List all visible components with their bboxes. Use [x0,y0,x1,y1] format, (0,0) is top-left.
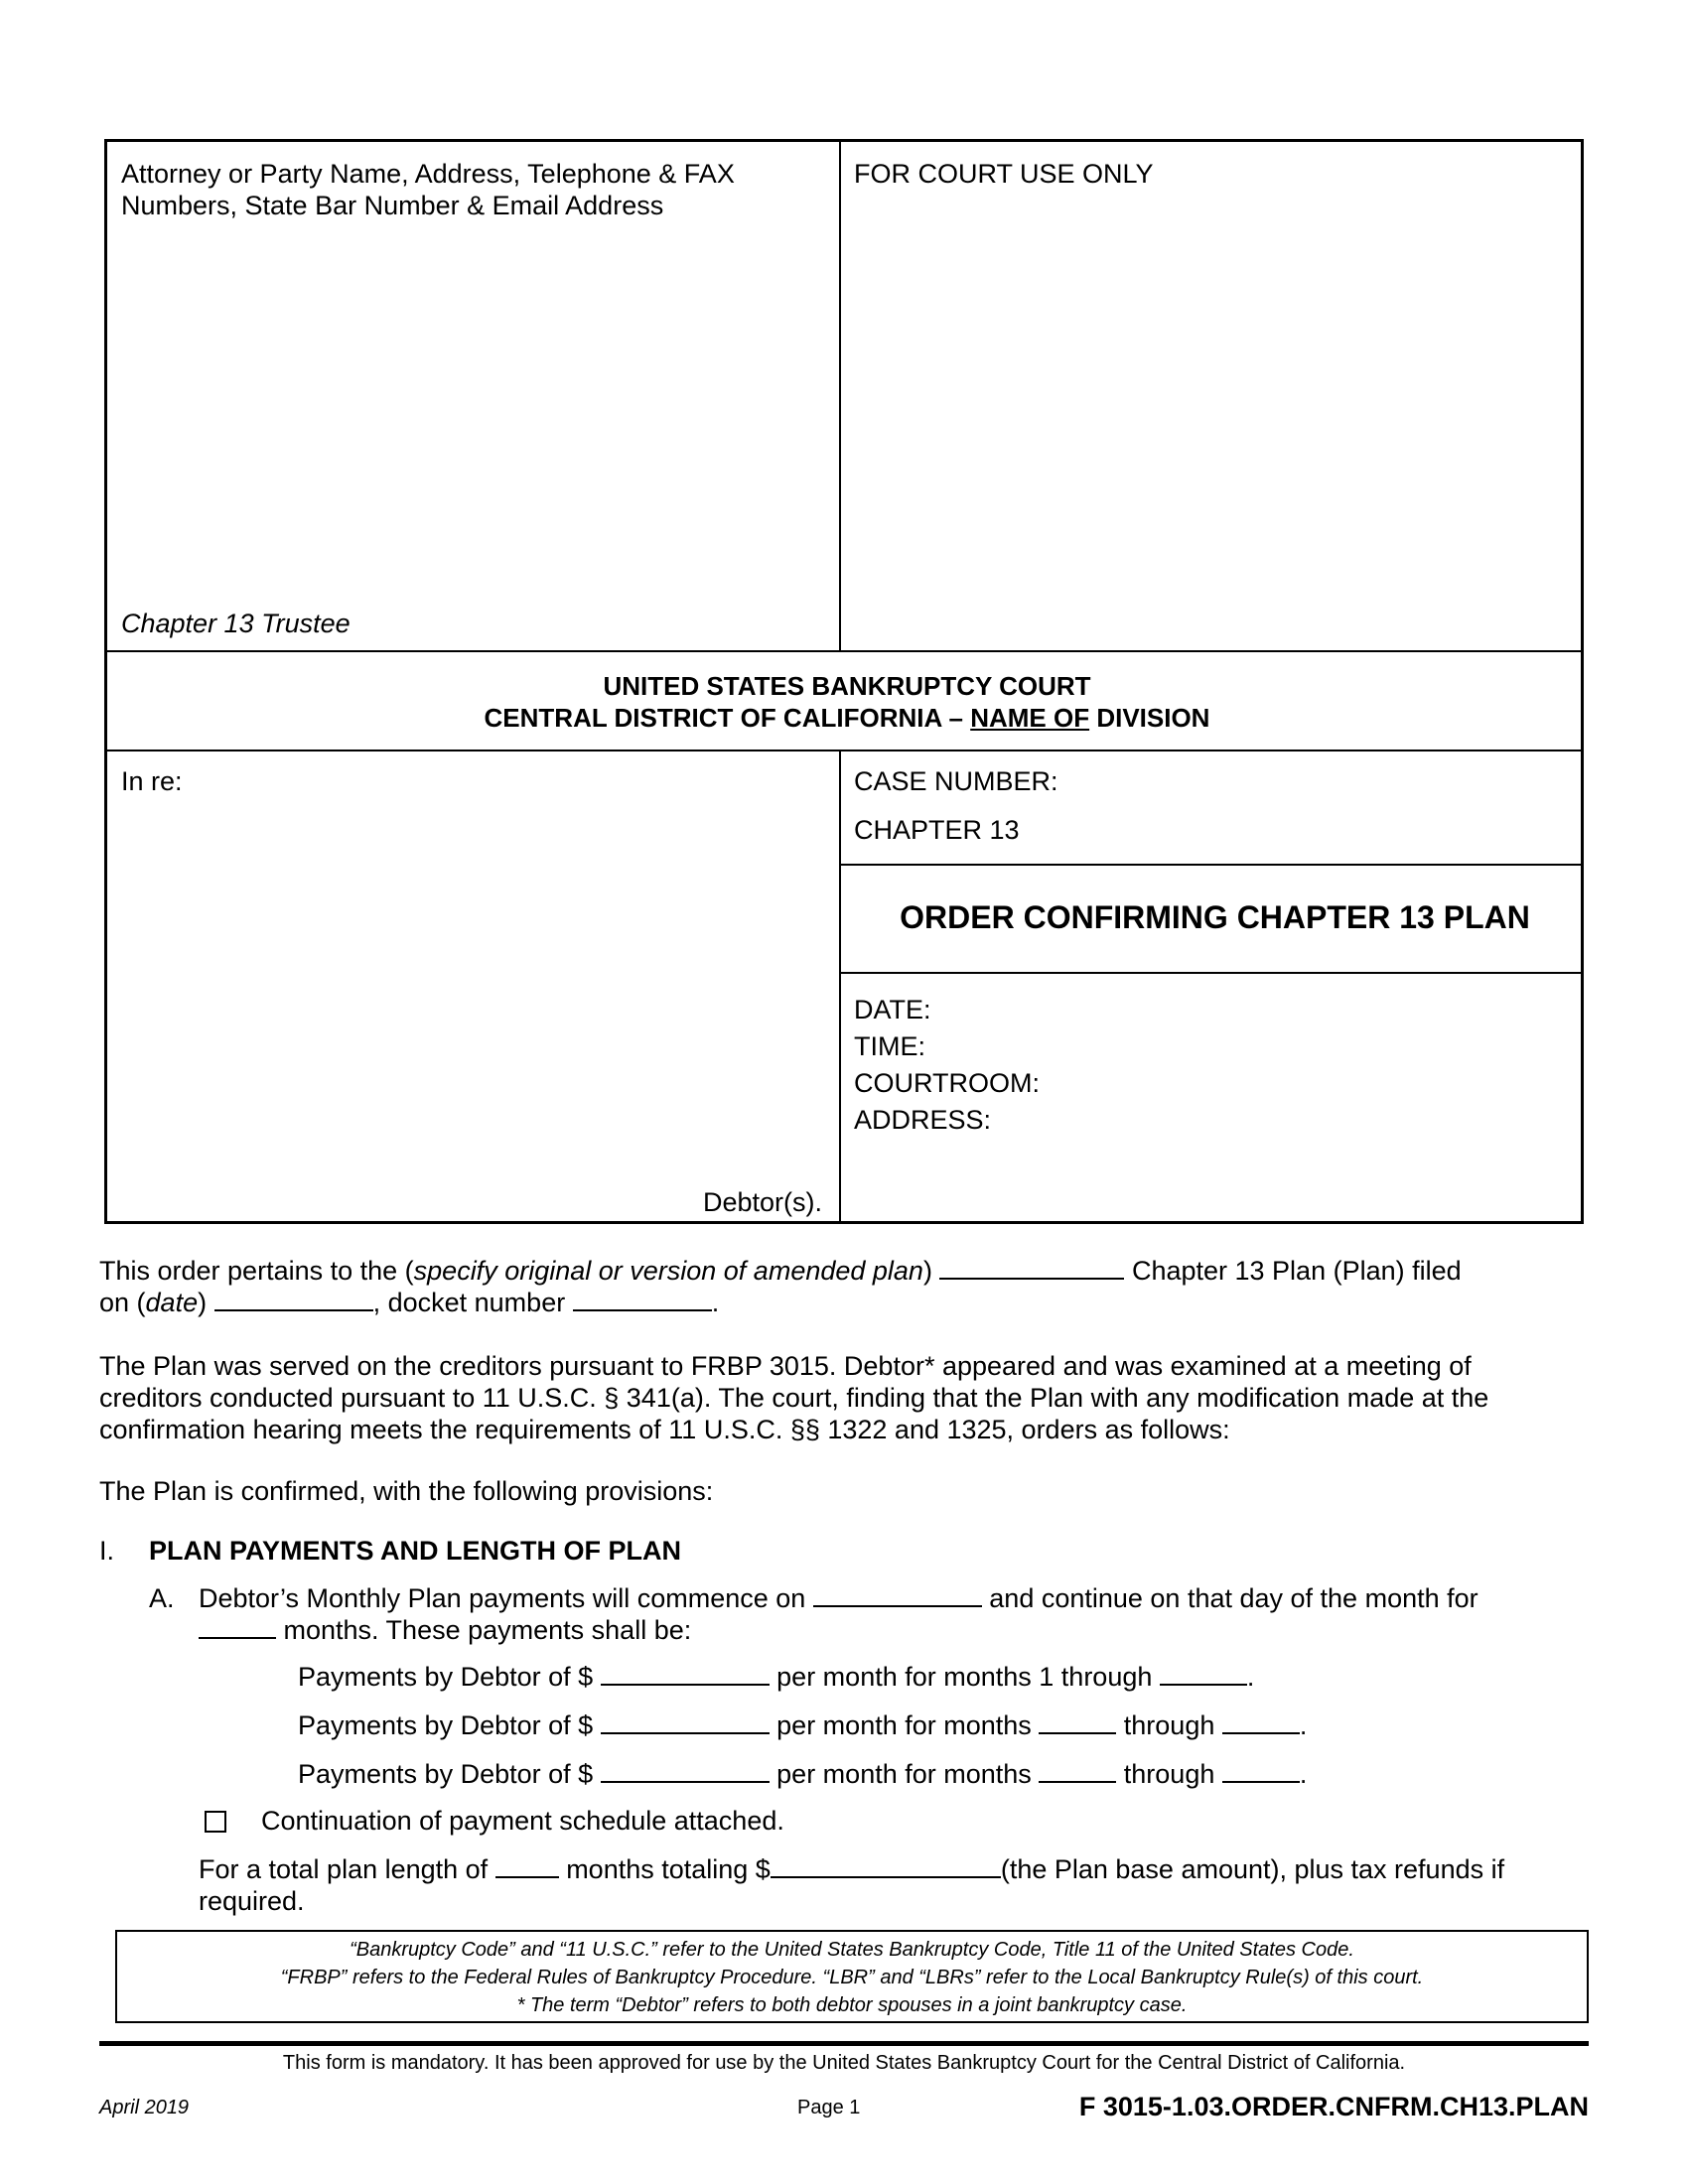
form-date: April 2019 [99,2097,190,2118]
hearing-date-label: DATE: [854,995,931,1024]
definitions-box [115,1930,1589,2023]
payment-amount-field[interactable] [601,1662,770,1686]
months-from-field[interactable] [1039,1710,1116,1734]
months-count-field[interactable] [199,1615,276,1639]
order-title: ORDER CONFIRMING CHAPTER 13 PLAN [900,899,1530,935]
plan-total: For a total plan length of months totaling $ (the Plan base amount), plus tax refunds if required. [199,1854,1505,1916]
payment-amount-field[interactable] [601,1759,770,1783]
divider [841,972,1581,974]
months-through-field[interactable] [1160,1662,1247,1686]
section-number: I. [99,1536,115,1566]
payment-row-2: Payments by Debtor of $ per month for months through . [298,1710,1308,1740]
item-a-label: A. [149,1583,175,1613]
continuation-label: Continuation of payment schedule attached. [261,1806,784,1836]
continuation-checkbox[interactable] [205,1811,226,1833]
hearing-courtroom-label: COURTROOM: [854,1068,1040,1098]
page-number: Page 1 [797,2097,861,2118]
court-name: UNITED STATES BANKRUPTCY COURT [603,671,1091,701]
divider [841,864,1581,866]
divider [107,650,1581,652]
months-from-field[interactable] [1039,1759,1116,1783]
plan-date-field[interactable] [214,1288,373,1311]
docket-number-field[interactable] [573,1288,712,1311]
footnote-line: “FRBP” refers to the Federal Rules of Bankruptcy Procedure. “LBR” and “LBRs” refer to the Local Bankruptcy Rule(s) of this court. [280,1967,1424,1988]
item-a-text: Debtor’s Monthly Plan payments will commence on and continue on that day of the month for months. These payments shall be: [199,1583,1478,1645]
footnote-line: “Bankruptcy Code” and “11 U.S.C.” refer to the United States Bankruptcy Code, Title 11 of the United States Code. [350,1939,1354,1961]
divider [839,142,841,650]
in-re-label: In re: [121,766,183,796]
payment-amount-field[interactable] [601,1710,770,1734]
commence-date-field[interactable] [813,1583,982,1607]
form-id: F 3015-1.03.ORDER.CNFRM.CH13.PLAN [1078,2092,1589,2121]
debtor-label: Debtor(s). [703,1187,823,1217]
caption-table [104,139,1584,1224]
payment-row-1: Payments by Debtor of $ per month for months 1 through . [298,1662,1255,1692]
footer-rule [99,2041,1589,2046]
months-through-field[interactable] [1222,1759,1300,1783]
plan-base-amount-field[interactable] [771,1854,1001,1878]
section-title: PLAN PAYMENTS AND LENGTH OF PLAN [149,1536,682,1566]
divider [107,750,1581,751]
court-district: CENTRAL DISTRICT OF CALIFORNIA – NAME OF DIVISION [484,703,1210,733]
plan-length-field[interactable] [495,1854,559,1878]
attorney-label: Attorney or Party Name, Address, Telephone & FAX Numbers, State Bar Number & Email Address [121,159,735,220]
confirmed-statement: The Plan is confirmed, with the following provisions: [99,1476,714,1506]
hearing-time-label: TIME: [854,1031,925,1061]
chapter-label: CHAPTER 13 [854,815,1020,845]
case-number-label: CASE NUMBER: [854,766,1058,796]
months-through-field[interactable] [1222,1710,1300,1734]
plan-version-field[interactable] [939,1256,1124,1280]
court-use-label: FOR COURT USE ONLY [854,159,1154,189]
payment-row-3: Payments by Debtor of $ per month for months through . [298,1759,1308,1789]
divider [839,750,841,1221]
footnote-line: * The term “Debtor” refers to both debtor spouses in a joint bankruptcy case. [516,1994,1188,2016]
plan-reference-paragraph: This order pertains to the (specify original or version of amended plan) Chapter 13 Plan (Plan) filed on (date) , docket number . [99,1256,1462,1317]
findings-paragraph: The Plan was served on the creditors pursuant to FRBP 3015. Debtor* appeared and was examined at a meeting of creditors conducted pursuant to 11 U.S.C. § 341(a). The court, finding that the Plan with any modification made at the confirmation hearing meets the requirements of 11 U.S.C. §§ 1322 and 1325, orders as follows: [99,1351,1489,1444]
hearing-address-label: ADDRESS: [854,1105,992,1135]
mandatory-notice: This form is mandatory. It has been approved for use by the United States Bankruptcy Court for the Central District of California. [282,2052,1406,2074]
trustee-label: Chapter 13 Trustee [121,609,351,638]
